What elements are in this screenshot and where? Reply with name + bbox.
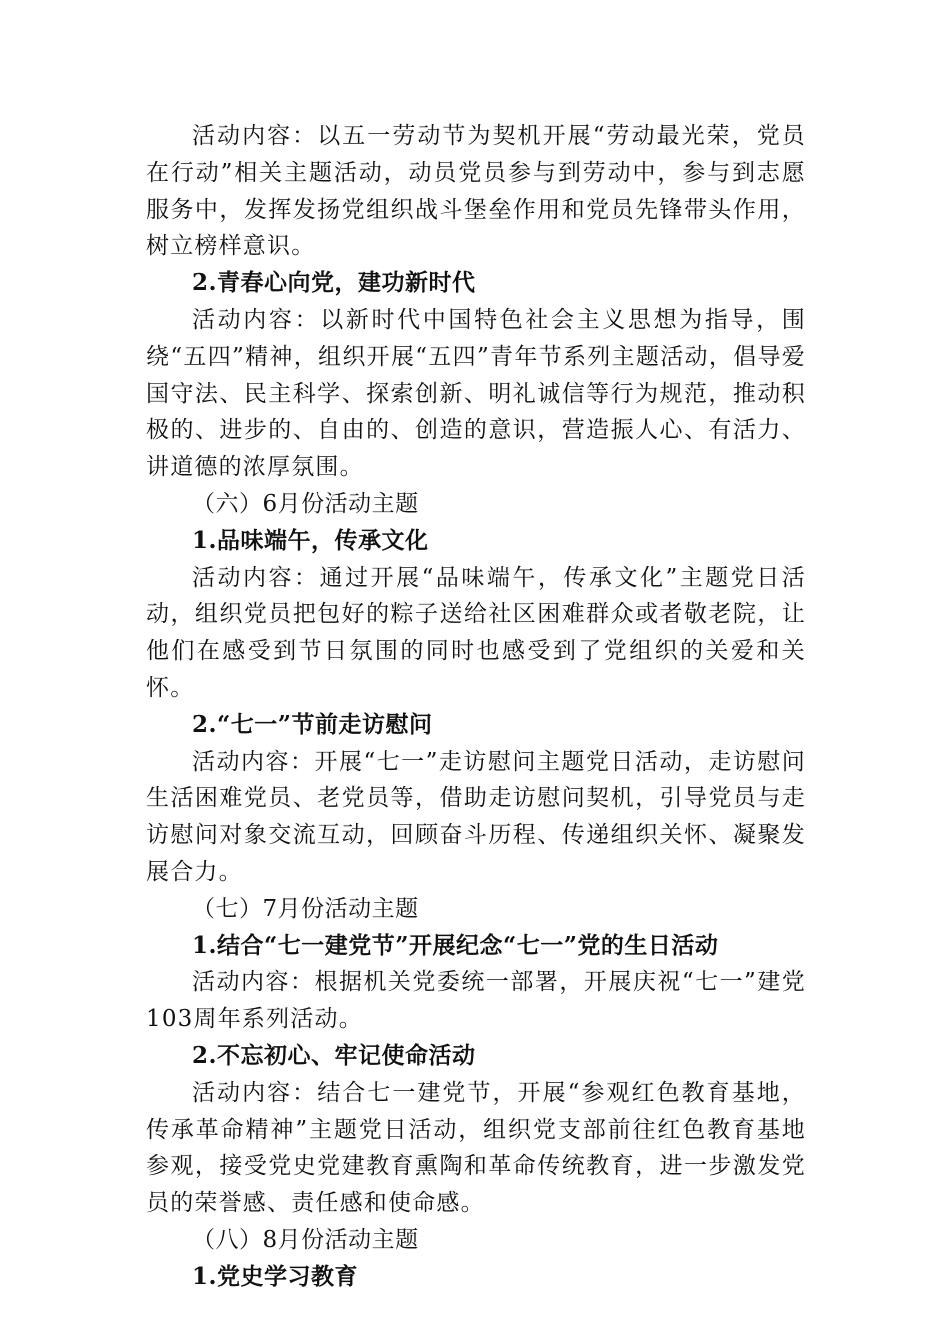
paragraph-youth-activity: 活动内容：以新时代中国特色社会主义思想为指导，围绕“五四”精神，组织开展“五四”青年节系列主题活动，倡导爱国守法、民主科学、探索创新、明礼诚信等行为规范，推动积极的、进步的、自由的、创造的意识，营造振人心、有活力、讲道德的浓厚氛围。 [146, 306, 806, 481]
section-august-theme: （八）8月份活动主题 [192, 1226, 419, 1253]
heading-mission-activity: 2.不忘初心、牢记使命活动 [192, 1041, 476, 1069]
section-july-theme: （七）7月份活动主题 [192, 895, 419, 922]
heading-party-birthday-activity: 1.结合“七一建党节”开展纪念“七一”党的生日活动 [192, 931, 719, 959]
heading-july-first-visit: 2.“七一”节前走访慰问 [192, 710, 433, 738]
paragraph-may-day-activity: 活动内容：以五一劳动节为契机开展“劳动最光荣，党员在行动”相关主题活动，动员党员参与到劳动中，参与到志愿服务中，发挥发扬党组织战斗堡垒作用和党员先锋带头作用，树立榜样意识。 [146, 123, 806, 260]
heading-party-history-study: 1.党史学习教育 [192, 1262, 359, 1290]
document-body [146, 118, 806, 1296]
heading-dragon-boat-activity: 1.品味端午，传承文化 [192, 526, 429, 554]
paragraph-july-first-visit: 活动内容：开展“七一”走访慰问主题党日活动，走访慰问生活困难党员、老党员等，借助走访慰问契机，引导党员与走访慰问对象交流互动，回顾奋斗历程、传递组织关怀、凝聚发展合力。 [146, 748, 806, 885]
heading-youth-activity: 2.青春心向党，建功新时代 [192, 269, 476, 297]
paragraph-mission-activity: 活动内容：结合七一建党节，开展“参观红色教育基地，传承革命精神”主题党日活动，组织党支部前往红色教育基地参观，接受党史党建教育熏陶和革命传统教育，进一步激发党员的荣誉感、责任感和使命感。 [146, 1079, 806, 1217]
paragraph-party-birthday-activity: 活动内容：根据机关党委统一部署，开展庆祝“七一”建党103周年系列活动。 [146, 969, 806, 1033]
paragraph-dragon-boat-activity: 活动内容：通过开展“品味端午，传承文化”主题党日活动，组织党员把包好的粽子送给社区困难群众或者敬老院，让他们在感受到节日氛围的同时也感受到了党组织的关爱和关怀。 [146, 564, 806, 701]
section-june-theme: （六）6月份活动主题 [192, 490, 419, 517]
